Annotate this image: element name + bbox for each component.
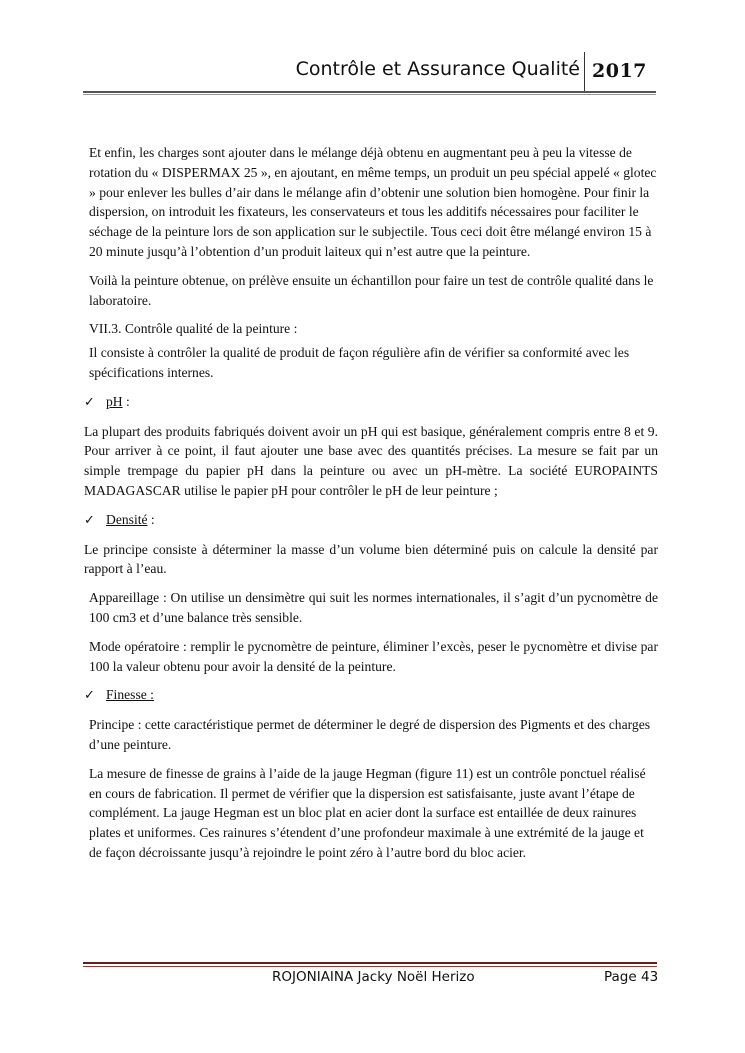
header-title: Contrôle et Assurance Qualité [295,58,580,80]
footer-rule-thin [83,966,657,967]
check-icon: ✓ [84,394,95,410]
paragraph-mode-operatoire: Mode opératoire : remplir le pycnomètre de peinture, éliminer l’excès, peser le pycnomètre et divise par 100 la valeur obtenu pour avoir la densité de la peinture. [89,638,658,674]
paragraph-charges: Et enfin, les charges sont ajouter dans le mélange déjà obtenu en augmentant peu à peu la vitesse de rotation du « DISPERMAX 25 », en ajoutant, en même temps, un produit un peu spécial appelé « glotec » pour enlever les bulles d’air dans le mélange afin d’obtenir une solution bien homogène. Pour finir la dispersion, on introduit les fixateurs, les conservateurs et tous les additifs nécessaires pour faciliter le séchage de la peinture lors de son application sur le subjectile. Tous ceci doit être mélangé environ 15 à 20 minute jusqu’à l’obtention d’un produit laiteux qui n’est autre que la peinture. [89,145,657,259]
bullet-finesse [84,685,658,706]
paragraph-ph: La plupart des produits fabriqués doivent avoir un pH qui est basique, généralement compris entre 8 et 9. Pour arriver à ce point, il faut ajouter une base avec des quantités précises. La mesure se fait par un simple trempage du papier pH dans la peinture ou avec un pH-mètre. La société EUROPAINTS MADAGASCAR utilise le papier pH pour contrôler le pH de leur peinture ; [84,423,658,498]
paragraph-controle: Il consiste à contrôler la qualité de produit de façon régulière afin de vérifier sa conformité avec les spécifications internes. [89,345,630,380]
page-body [84,143,658,872]
check-icon: ✓ [84,512,95,528]
footer-author: ROJONIAINA Jacky Noël Herizo [272,969,475,985]
paragraph-principe: Principe : cette caractéristique permet de déterminer le degré de dispersion des Pigments et des charges d’une peinture. [89,717,651,752]
section-heading: VII.3. Contrôle qualité de la peinture : [89,321,298,337]
header-rule [83,91,656,93]
bullet-finesse-label: Finesse : [106,687,154,703]
paragraph-appareillage: Appareillage : On utilise un densimètre qui suit les normes internationales, il s’agit d’un pycnomètre de 100 cm3 et d’une balance très sensible. [89,590,658,625]
check-icon: ✓ [84,688,95,704]
paragraph-hegman: La mesure de finesse de grains à l’aide de la jauge Hegman (figure 11) est un contrôle ponctuel réalisé en cours de fabrication. Il permet de vérifier que la dispersion est satisfaisante, juste avant l’étape de complément. La jauge Hegman est un bloc plat en acier dont la surface est entaillée de deux rainures plates et uniformes. Ces rainures s’étendent d’une profondeur maximale à une extrémité de la jauge et de façon décroissante jusqu’à rejoindre le point zéro à l’autre bord du bloc acier. [89,765,646,860]
paragraph-echantillon: Voilà la peinture obtenue, on prélève ensuite un échantillon pour faire un test de contrôle qualité dans le laboratoire. [89,272,654,308]
bullet-densite-label: Densité : [106,511,155,527]
header-rule-thin [83,94,656,95]
bullet-densite [84,510,658,531]
bullet-ph [84,392,658,413]
footer-page-number: Page 43 [604,969,659,985]
header-separator [584,52,585,92]
paragraph-densite: Le principe consiste à déterminer la masse d’un volume bien déterminé puis on calcule la densité par rapport à l’eau. [84,541,658,577]
footer-rule [83,962,657,964]
header-year: 2017 [592,60,647,82]
bullet-ph-label: pH : [106,393,130,409]
